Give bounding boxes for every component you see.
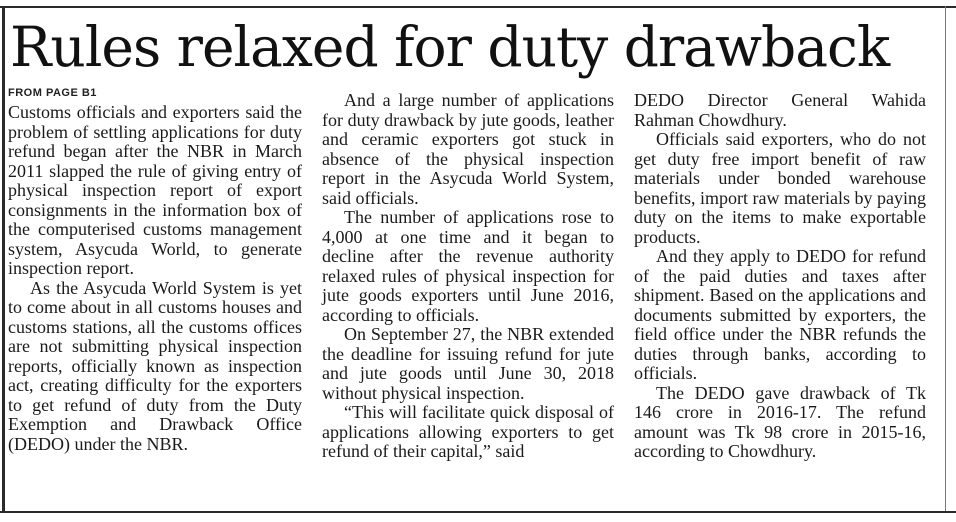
paragraph: The DEDO gave drawback of Tk 146 crore in 2016-17. The refund amount was Tk 98 crore in 2015-16, according to Chowdhury. bbox=[634, 382, 926, 461]
paragraph: Officials said exporters, who do not get duty free import benefit of raw materials under bonded warehouse benefits, import raw materials by paying duty on the items to make exportable products. bbox=[634, 129, 926, 247]
paragraph: On September 27, the NBR extended the deadline for issuing refund for jute and jute goods until June 30, 2018 without physical inspection. bbox=[322, 324, 614, 403]
paragraph: Customs officials and exporters said the problem of settling applications for duty refund began after the NBR in March 2011 slapped the rule of giving entry of physical inspection report of export consignments in the information box of the computerised customs management system, Asycuda World, to generate inspection report. bbox=[8, 102, 302, 278]
headline: Rules relaxed for duty drawback bbox=[10, 15, 890, 79]
paragraph: And they apply to DEDO for refund of the paid duties and taxes after shipment. Based on the applications and documents submitted by exporters, the field office under the NBR refunds the duties through banks, according to officials. bbox=[634, 246, 926, 383]
paragraph: The number of applications rose to 4,000 at one time and it began to decline after the revenue authority relaxed rules of physical inspection for jute goods exporters until June 2016, according to officials. bbox=[322, 207, 614, 325]
article-column-1 bbox=[8, 87, 302, 454]
bottom-border-rule bbox=[0, 511, 956, 513]
paragraph: As the Asycuda World System is yet to come about in all customs houses and customs stations, all the customs offices are not submitting physical inspection reports, officially known as inspection act, creating difficulty for the exporters to get refund of duty from the Duty Exemption and Drawback Office (DEDO) under the NBR. bbox=[8, 277, 302, 454]
paragraph: “This will facilitate quick disposal of applications allowing exporters to get refund of their capital,” said bbox=[322, 402, 614, 461]
left-border-rule bbox=[2, 6, 5, 512]
right-border-rule bbox=[945, 6, 946, 512]
article-column-3 bbox=[634, 91, 926, 462]
paragraph: DEDO Director General Wahida Rahman Chowdhury. bbox=[634, 90, 926, 130]
paragraph: And a large number of applications for duty drawback by jute goods, leather and ceramic exporters got stuck in absence of the physical inspection report in the Asycuda World System, said officials. bbox=[322, 90, 614, 208]
kicker-label: FROM PAGE B1 bbox=[8, 87, 97, 99]
article-column-2 bbox=[322, 91, 614, 462]
top-border-rule bbox=[0, 6, 956, 8]
